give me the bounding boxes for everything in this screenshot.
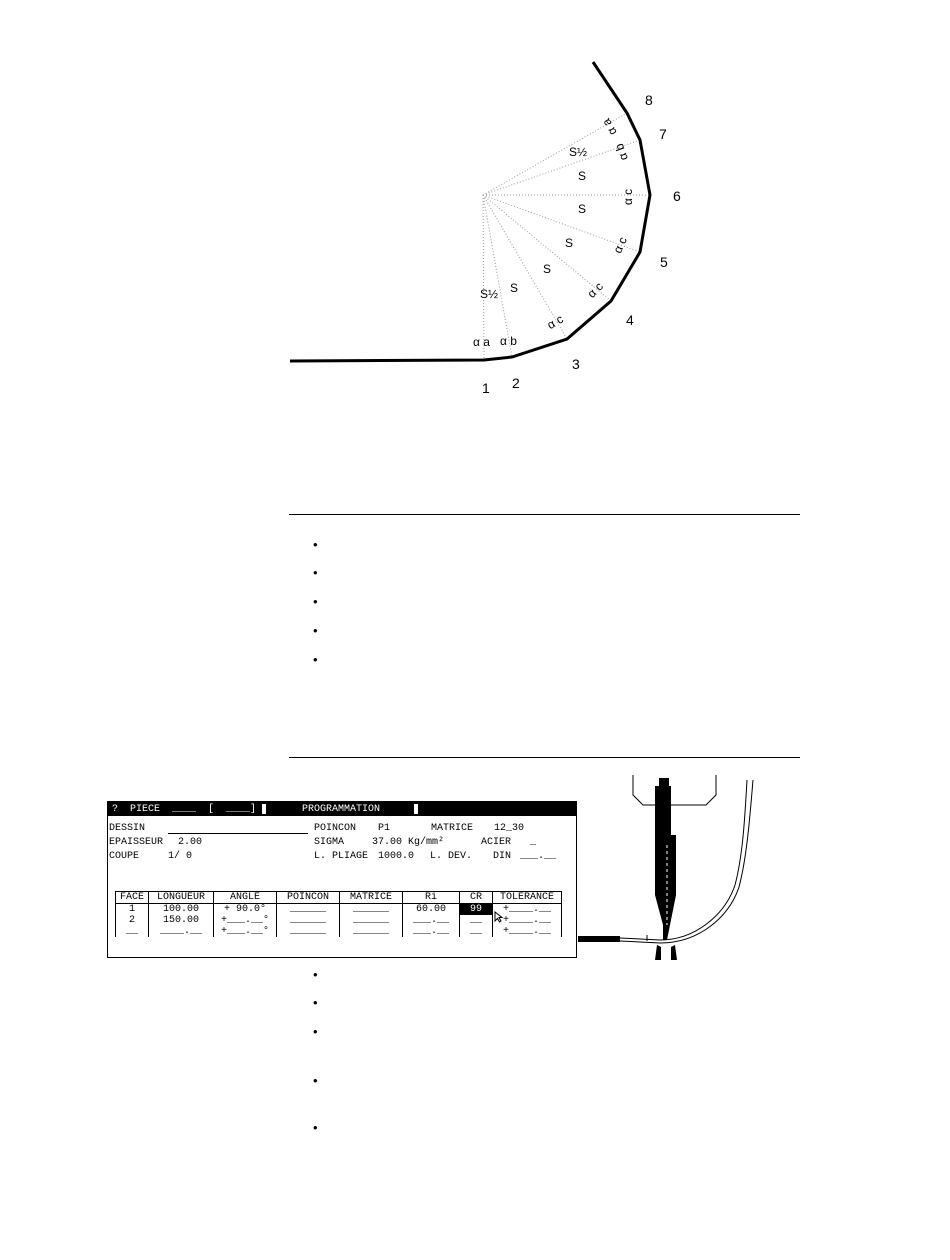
face-cell[interactable]: __ [116, 926, 149, 937]
epaisseur-value[interactable]: 2.00 [178, 837, 203, 848]
ri-cell[interactable]: ___.__ [403, 926, 460, 937]
bent-sheet [620, 780, 747, 940]
angle-label: α a [599, 116, 620, 138]
punch-holder [659, 778, 669, 786]
bullet: • [313, 623, 318, 638]
angle-label: α c [544, 311, 566, 333]
tolerance-cell[interactable]: +____.__ [493, 915, 562, 926]
epaisseur-label: EPAISSEUR [109, 837, 164, 848]
poincon-cell[interactable]: ______ [277, 904, 340, 916]
col-angle: ANGLE [214, 892, 277, 904]
col-poincon: POINCON [277, 892, 340, 904]
table-header-row [116, 892, 562, 904]
mouse-pointer-icon [494, 911, 504, 923]
angle-cell[interactable]: +___.__° [214, 915, 277, 926]
angle-cell[interactable]: +___.__° [214, 926, 277, 937]
point-label: 3 [572, 356, 580, 372]
dessin-label: DESSIN [109, 823, 146, 834]
point-label: 4 [626, 312, 634, 328]
segment-label: S [578, 169, 587, 183]
segment-label: S½ [569, 145, 588, 159]
bullet: • [313, 652, 318, 667]
col-face: FACE [116, 892, 149, 904]
matrice-cell[interactable]: ______ [340, 926, 403, 937]
tolerance-cell[interactable]: +____.__ [493, 926, 562, 937]
longueur-cell[interactable]: ____.__ [149, 926, 214, 937]
acier-value[interactable]: _ [530, 837, 537, 848]
sheet-left [578, 936, 620, 942]
section-rule-top [289, 514, 800, 515]
section-rule-bottom [289, 757, 800, 758]
lpliage-value[interactable]: 1000.0 [378, 851, 415, 862]
punch [655, 786, 676, 940]
matrice-cell[interactable]: ______ [340, 904, 403, 916]
matrice-label: MATRICE [431, 823, 474, 834]
bent-profile [290, 62, 650, 361]
din-value[interactable]: ___.__ [520, 851, 557, 862]
angle-label: α c [621, 188, 636, 206]
angle-label: α b [500, 334, 517, 348]
segment-label: S [510, 281, 519, 295]
col-longueur: LONGUEUR [149, 892, 214, 904]
face-cell[interactable]: 2 [116, 915, 149, 926]
table-row [116, 926, 562, 937]
ldev-label: L. DEV. [430, 851, 473, 862]
point-label: 2 [512, 375, 520, 391]
coupe-value[interactable]: 1/ 0 [168, 851, 193, 862]
matrice-value[interactable]: 12_30 [494, 823, 525, 834]
press-brake-illustration [575, 775, 775, 960]
angle-label: α a [473, 335, 490, 349]
col-tolerance: TOLERANCE [493, 892, 562, 904]
coupe-label: COUPE [109, 851, 140, 862]
face-cell[interactable]: 1 [116, 904, 149, 916]
point-label: 8 [645, 92, 653, 108]
point-label: 5 [660, 254, 668, 270]
col-ri: Ri [403, 892, 460, 904]
angle-label: α c [584, 279, 606, 301]
angle-cell[interactable]: + 90.0° [214, 904, 277, 916]
ri-cell[interactable]: 60.00 [403, 904, 460, 916]
col-matrice: MATRICE [340, 892, 403, 904]
segment-label: S½ [480, 287, 499, 301]
lpliage-label: L. PLIAGE [314, 851, 369, 862]
cursor-block [414, 804, 418, 814]
programming-title: PROGRAMMATION [302, 804, 381, 815]
title-block [262, 804, 266, 814]
sigma-label: SIGMA [314, 837, 345, 848]
cr-cell[interactable]: __ [460, 915, 493, 926]
upper-beam [633, 775, 716, 805]
acier-label: ACIER [481, 837, 512, 848]
angle-label: α c [610, 234, 630, 256]
sigma-value[interactable]: 37.00 Kg/mm² [372, 837, 445, 848]
matrice-cell[interactable]: ______ [340, 915, 403, 926]
bullet: • [313, 1024, 318, 1039]
programming-screen [107, 801, 577, 958]
bullet: • [313, 995, 318, 1010]
longueur-cell[interactable]: 100.00 [149, 904, 214, 916]
point-label: 6 [673, 188, 681, 204]
din-label: DIN [493, 851, 512, 862]
ri-cell[interactable]: ___.__ [403, 915, 460, 926]
poincon-cell[interactable]: ______ [277, 915, 340, 926]
segment-label: S [543, 262, 552, 276]
longueur-cell[interactable]: 150.00 [149, 915, 214, 926]
angle-label: α b [611, 141, 631, 163]
poincon-label: POINCON [314, 823, 357, 834]
bend-radius-diagram [0, 0, 950, 420]
poincon-value[interactable]: P1 [378, 823, 391, 834]
bullet: • [313, 565, 318, 580]
bullet: • [313, 1073, 318, 1088]
cr-cell[interactable]: __ [460, 926, 493, 937]
col-cr: CR [460, 892, 493, 904]
bullet: • [313, 1120, 318, 1135]
segment-label: S [565, 236, 574, 250]
poincon-cell[interactable]: ______ [277, 926, 340, 937]
bullet: • [313, 967, 318, 982]
bullet: • [313, 594, 318, 609]
segment-label: S [578, 202, 587, 216]
die [655, 945, 677, 960]
bullet: • [313, 537, 318, 552]
piece-title[interactable]: ? PIECE ____ [ ____] [112, 804, 257, 815]
dessin-field[interactable] [168, 833, 308, 834]
cr-cell-selected[interactable]: 99 [460, 904, 493, 916]
tolerance-cell[interactable]: +____.__ [493, 904, 562, 916]
point-label: 1 [482, 380, 490, 396]
screen-title-bar [108, 802, 576, 816]
point-label: 7 [659, 126, 667, 142]
